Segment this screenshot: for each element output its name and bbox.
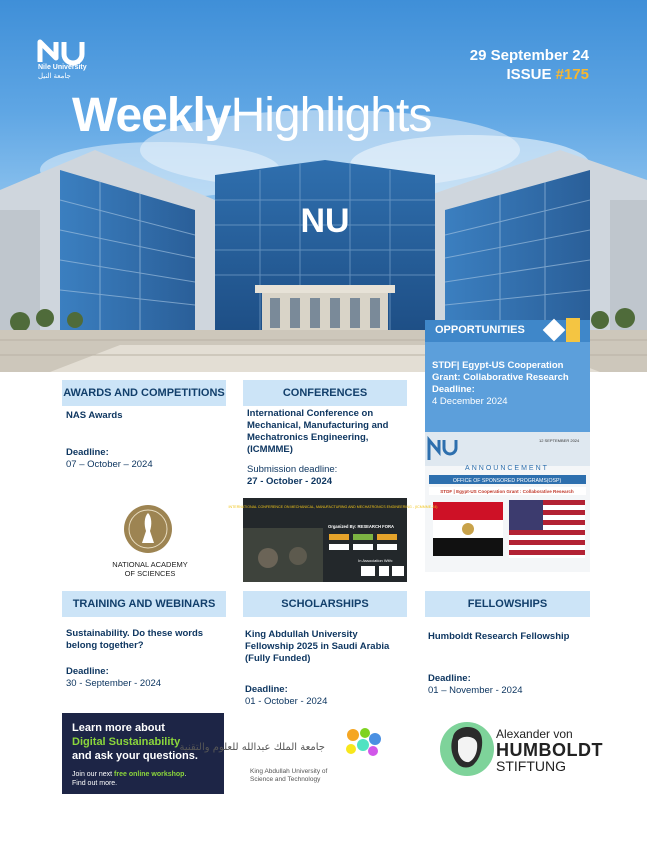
conference-banner-graphic [228, 498, 438, 582]
fellowship-deadline-label: Deadline: [428, 673, 471, 684]
kaust-line2: Science and Technology [250, 776, 321, 783]
hero-banner [0, 0, 647, 372]
fellowship-title[interactable]: Humboldt Research Fellowship [428, 631, 570, 642]
kaust-logo-icon [179, 725, 408, 795]
conference-deadline-label: Submission deadline: [247, 464, 338, 475]
training-heading: TRAINING AND WEBINARS [62, 591, 226, 617]
logo-arabic: جامعة النيل [38, 73, 71, 80]
humboldt-line2: HUMBOLDT [496, 740, 603, 760]
issue-number [506, 66, 589, 83]
training-title[interactable]: Sustainability. Do these words belong together? [66, 628, 204, 651]
nas-logo-text [70, 560, 230, 578]
humboldt-line3: STIFTUNG [496, 758, 566, 774]
nas-line2: OF SCIENCES [124, 569, 176, 578]
conference-organized: Organized By: RESEARCH FORA [327, 524, 395, 529]
promo-small-green: free online workshop [114, 771, 185, 778]
kaust-arabic: جامعة الملك عبدالله للعلوم والتقنية [179, 742, 325, 753]
announcement-office: OFFICE OF SPONSORED PROGRAMS(OSP) [452, 478, 562, 484]
issue-date: 29 September 24 [469, 47, 589, 64]
opportunity-title[interactable]: STDF| Egypt-US Cooperation Grant: Collaborative Research [432, 360, 569, 383]
promo-line3: and ask your questions. [72, 750, 198, 762]
humboldt-line1: Alexander von [496, 727, 573, 741]
promo-small [72, 770, 224, 788]
opportunities-heading: OPPORTUNITIES [425, 320, 590, 342]
issue-label: ISSUE [506, 66, 556, 83]
nas-line1: NATIONAL ACADEMY [112, 560, 188, 569]
title-bold: Weekly [72, 89, 231, 142]
conference-assoc: In Association With: [358, 558, 393, 563]
title-light: Highlights [230, 89, 432, 142]
opportunity-deadline: 4 December 2024 [432, 396, 508, 407]
opportunities-card[interactable] [425, 342, 590, 432]
nile-university-logo-icon [38, 38, 90, 64]
issue-number-value: #175 [555, 66, 589, 83]
awards-heading: AWARDS AND COMPETITIONS [62, 380, 226, 406]
conference-banner-image[interactable] [228, 498, 438, 582]
promo-find-out-more[interactable]: Find out more. [72, 780, 118, 787]
opportunity-deadline-label: Deadline: [432, 384, 475, 395]
conference-deadline: 27 - October - 2024 [247, 476, 333, 487]
fellowships-heading: FELLOWSHIPS [425, 591, 590, 617]
scholarship-deadline-label: Deadline: [245, 684, 288, 695]
digital-sustainability-promo[interactable] [62, 713, 224, 794]
scholarship-deadline: 01 - October - 2024 [245, 696, 328, 707]
conferences-heading: CONFERENCES [243, 380, 407, 406]
announcement-date: 12 SEPTEMBER 2024 [539, 438, 580, 443]
tower-logo: NU [300, 202, 350, 240]
scholarships-heading: SCHOLARSHIPS [243, 591, 407, 617]
egypt-flag-icon [433, 502, 503, 556]
announcement-subtitle: STDF | Egypt-US Cooperation Grant : Collaborative Research [440, 489, 574, 494]
kaust-logo-text [250, 768, 327, 784]
yellow-bar-decoration [566, 318, 580, 344]
conference-image-title: INTERNATIONAL CONFERENCE ON MECHANICAL, MANUFACTURING AND MECHATRONICS ENGINEERING - (ICMMME-24) [228, 505, 438, 509]
osp-announcement-image[interactable] [425, 432, 590, 572]
kaust-line1: King Abdullah University of [250, 768, 328, 775]
announcement-graphic [425, 432, 590, 572]
announcement-label: ANNOUNCEMENT [465, 465, 549, 472]
logo-name: Nile University [38, 64, 87, 71]
awards-title[interactable]: NAS Awards [66, 410, 123, 421]
promo-line2: Digital Sustainability [72, 736, 181, 748]
page-title [72, 88, 431, 143]
awards-deadline: 07 – October – 2024 [66, 459, 153, 470]
promo-line1: Learn more about [72, 722, 165, 734]
scholarship-title[interactable]: King Abdullah University Fellowship 2025 in Saudi Arabia (Fully Funded) [245, 629, 390, 664]
promo-small2: . [184, 771, 187, 778]
awards-deadline-label: Deadline: [66, 447, 109, 458]
fellowship-deadline: 01 – November - 2024 [428, 685, 523, 696]
training-deadline: 30 - September - 2024 [66, 678, 162, 689]
usa-flag-icon [509, 500, 585, 558]
training-deadline-label: Deadline: [66, 666, 109, 677]
promo-small1: Join our next [72, 771, 115, 778]
conference-title[interactable]: International Conference on Mechanical, Manufacturing and Mechatronics Engineering, (ICMMME) [247, 408, 389, 455]
